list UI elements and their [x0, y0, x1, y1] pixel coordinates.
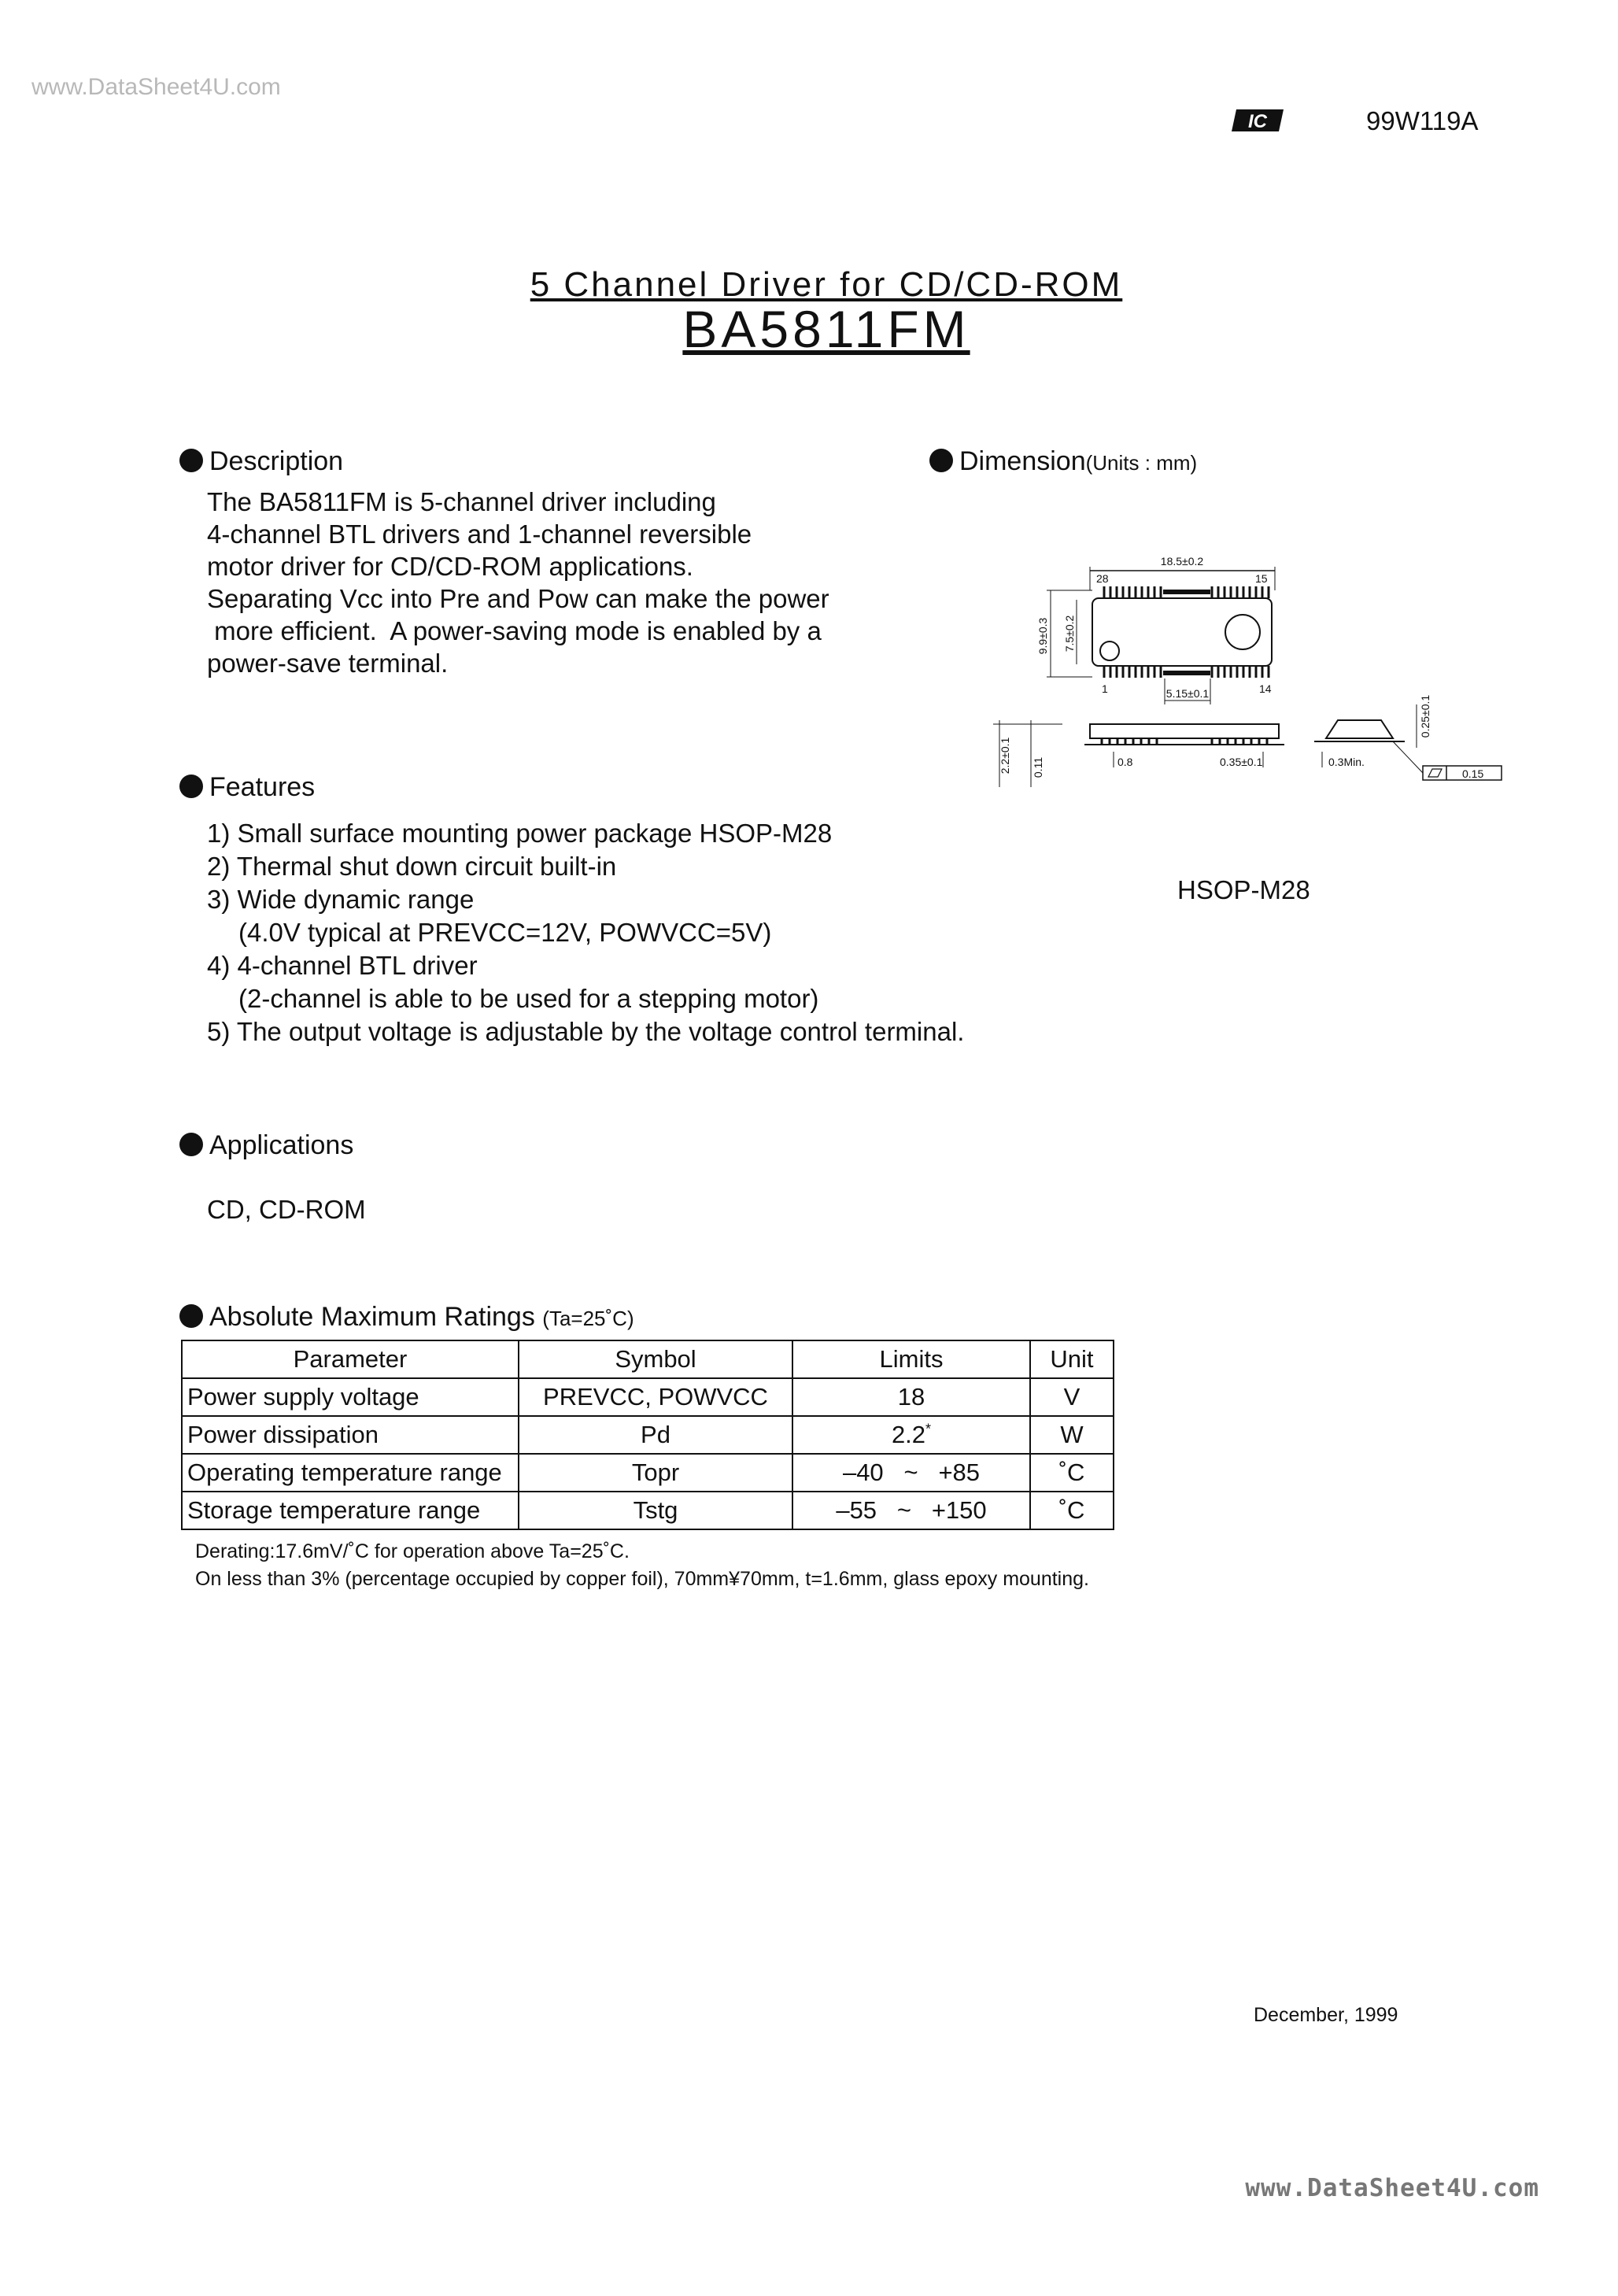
- dim-height-outer-label: 9.9±0.3: [1036, 617, 1049, 655]
- bullet-icon: [179, 1133, 203, 1156]
- bullet-icon: [179, 1304, 203, 1328]
- description-heading: Description: [179, 446, 343, 477]
- parameter-cell: Power dissipation: [182, 1416, 519, 1454]
- ratings-condition: (Ta=25˚C): [542, 1307, 634, 1330]
- bullet-icon: [179, 449, 203, 472]
- limits-cell: –55 ~ +150: [792, 1492, 1030, 1529]
- table-row: [182, 1378, 1114, 1416]
- description-line: motor driver for CD/CD-ROM applications.: [207, 552, 693, 581]
- symbol-cell: Pd: [519, 1416, 792, 1454]
- limits-cell: 18: [792, 1378, 1030, 1416]
- doc-number: 99W119A: [1366, 106, 1479, 135]
- bullet-icon: [929, 449, 953, 472]
- ratings-notes: [195, 1538, 1089, 1593]
- dimension-units: (Units : mm): [1085, 451, 1198, 475]
- dim-pitch-label: 0.8: [1117, 756, 1133, 768]
- table-header-row: [182, 1340, 1114, 1378]
- column-header: Parameter: [182, 1340, 519, 1378]
- description-line: power-save terminal.: [207, 649, 449, 678]
- parameter-cell: Operating temperature range: [182, 1454, 519, 1492]
- package-name: HSOP-M28: [1177, 875, 1310, 904]
- unit-cell: ˚C: [1030, 1454, 1114, 1492]
- dim-lead-thickness-label: 0.25±0.1: [1419, 694, 1431, 738]
- feature-item: 4) 4-channel BTL driver: [207, 951, 478, 980]
- description-body: [207, 486, 829, 679]
- symbol-cell: Topr: [519, 1454, 792, 1492]
- pin-15-label: 15: [1255, 572, 1268, 585]
- feature-item: 5) The output voltage is adjustable by the voltage control terminal.: [207, 1017, 965, 1046]
- dim-standoff-label: 0.11: [1032, 756, 1044, 778]
- features-heading: Features: [179, 772, 315, 803]
- pin-1-label: 1: [1102, 682, 1108, 695]
- note-line: Derating:17.6mV/˚C for operation above Ta=25˚C.: [195, 1540, 630, 1562]
- description-line: 4-channel BTL drivers and 1-channel reversible: [207, 519, 752, 549]
- ratings-table: [181, 1340, 1114, 1530]
- feature-item: 3) Wide dynamic range: [207, 885, 475, 914]
- document-subtitle: 5 Channel Driver for CD/CD-ROM: [530, 265, 1123, 304]
- symbol-cell: Tstg: [519, 1492, 792, 1529]
- column-header: Unit: [1030, 1340, 1114, 1378]
- dim-thickness-label: 2.2±0.1: [999, 737, 1011, 775]
- column-header: Symbol: [519, 1340, 792, 1378]
- symbol-cell: PREVCC, POWVCC: [519, 1378, 792, 1416]
- applications-heading: Applications: [179, 1130, 353, 1161]
- features-list: [207, 817, 964, 1048]
- dimension-heading: Dimension(Units : mm): [929, 446, 1197, 477]
- ic-logo-icon: [1232, 108, 1284, 133]
- parameter-cell: Power supply voltage: [182, 1378, 519, 1416]
- description-line: Separating Vcc into Pre and Pow can make the power: [207, 584, 829, 613]
- description-line: The BA5811FM is 5-channel driver including: [207, 487, 716, 516]
- unit-cell: V: [1030, 1378, 1114, 1416]
- ratings-heading: Absolute Maximum Ratings (Ta=25˚C): [179, 1302, 634, 1333]
- pin-14-label: 14: [1259, 682, 1272, 695]
- dim-center-label: 5.15±0.1: [1165, 687, 1210, 700]
- watermark-bottom: www.DataSheet4U.com: [1245, 2174, 1539, 2202]
- dim-min-length-label: 0.3Min.: [1328, 756, 1365, 768]
- package-dimension-drawing: [992, 543, 1511, 795]
- dim-width-label: 18.5±0.2: [1160, 555, 1204, 568]
- feature-item: 1) Small surface mounting power package HSOP-M28: [207, 819, 833, 848]
- unit-cell: ˚C: [1030, 1492, 1114, 1529]
- logo-text: IC: [1248, 111, 1267, 132]
- limits-cell: –40 ~ +85: [792, 1454, 1030, 1492]
- part-number-title: BA5811FM: [682, 300, 970, 358]
- unit-cell: W: [1030, 1416, 1114, 1454]
- limits-cell: 2.2*: [792, 1416, 1030, 1454]
- table-row: [182, 1492, 1114, 1529]
- document-date: December, 1999: [1254, 2004, 1398, 2026]
- pin-28-label: 28: [1096, 572, 1109, 585]
- table-row: [182, 1454, 1114, 1492]
- feature-item-detail: (4.0V typical at PREVCC=12V, POWVCC=5V): [238, 918, 772, 947]
- dim-flatness-label: 0.15: [1462, 767, 1484, 780]
- parameter-cell: Storage temperature range: [182, 1492, 519, 1529]
- applications-text: CD, CD-ROM: [207, 1195, 366, 1224]
- description-line: more efficient. A power-saving mode is enabled by a: [207, 616, 822, 645]
- column-header: Limits: [792, 1340, 1030, 1378]
- note-line: On less than 3% (percentage occupied by copper foil), 70mm¥70mm, t=1.6mm, glass epoxy mounting.: [195, 1568, 1089, 1590]
- dim-lead-width-label: 0.35±0.1: [1220, 756, 1263, 768]
- watermark-top: www.DataSheet4U.com: [31, 74, 281, 100]
- bullet-icon: [179, 775, 203, 798]
- dim-height-inner-label: 7.5±0.2: [1063, 615, 1076, 653]
- table-row: [182, 1416, 1114, 1454]
- feature-item: 2) Thermal shut down circuit built-in: [207, 852, 617, 881]
- feature-item-detail: (2-channel is able to be used for a stepping motor): [238, 984, 819, 1013]
